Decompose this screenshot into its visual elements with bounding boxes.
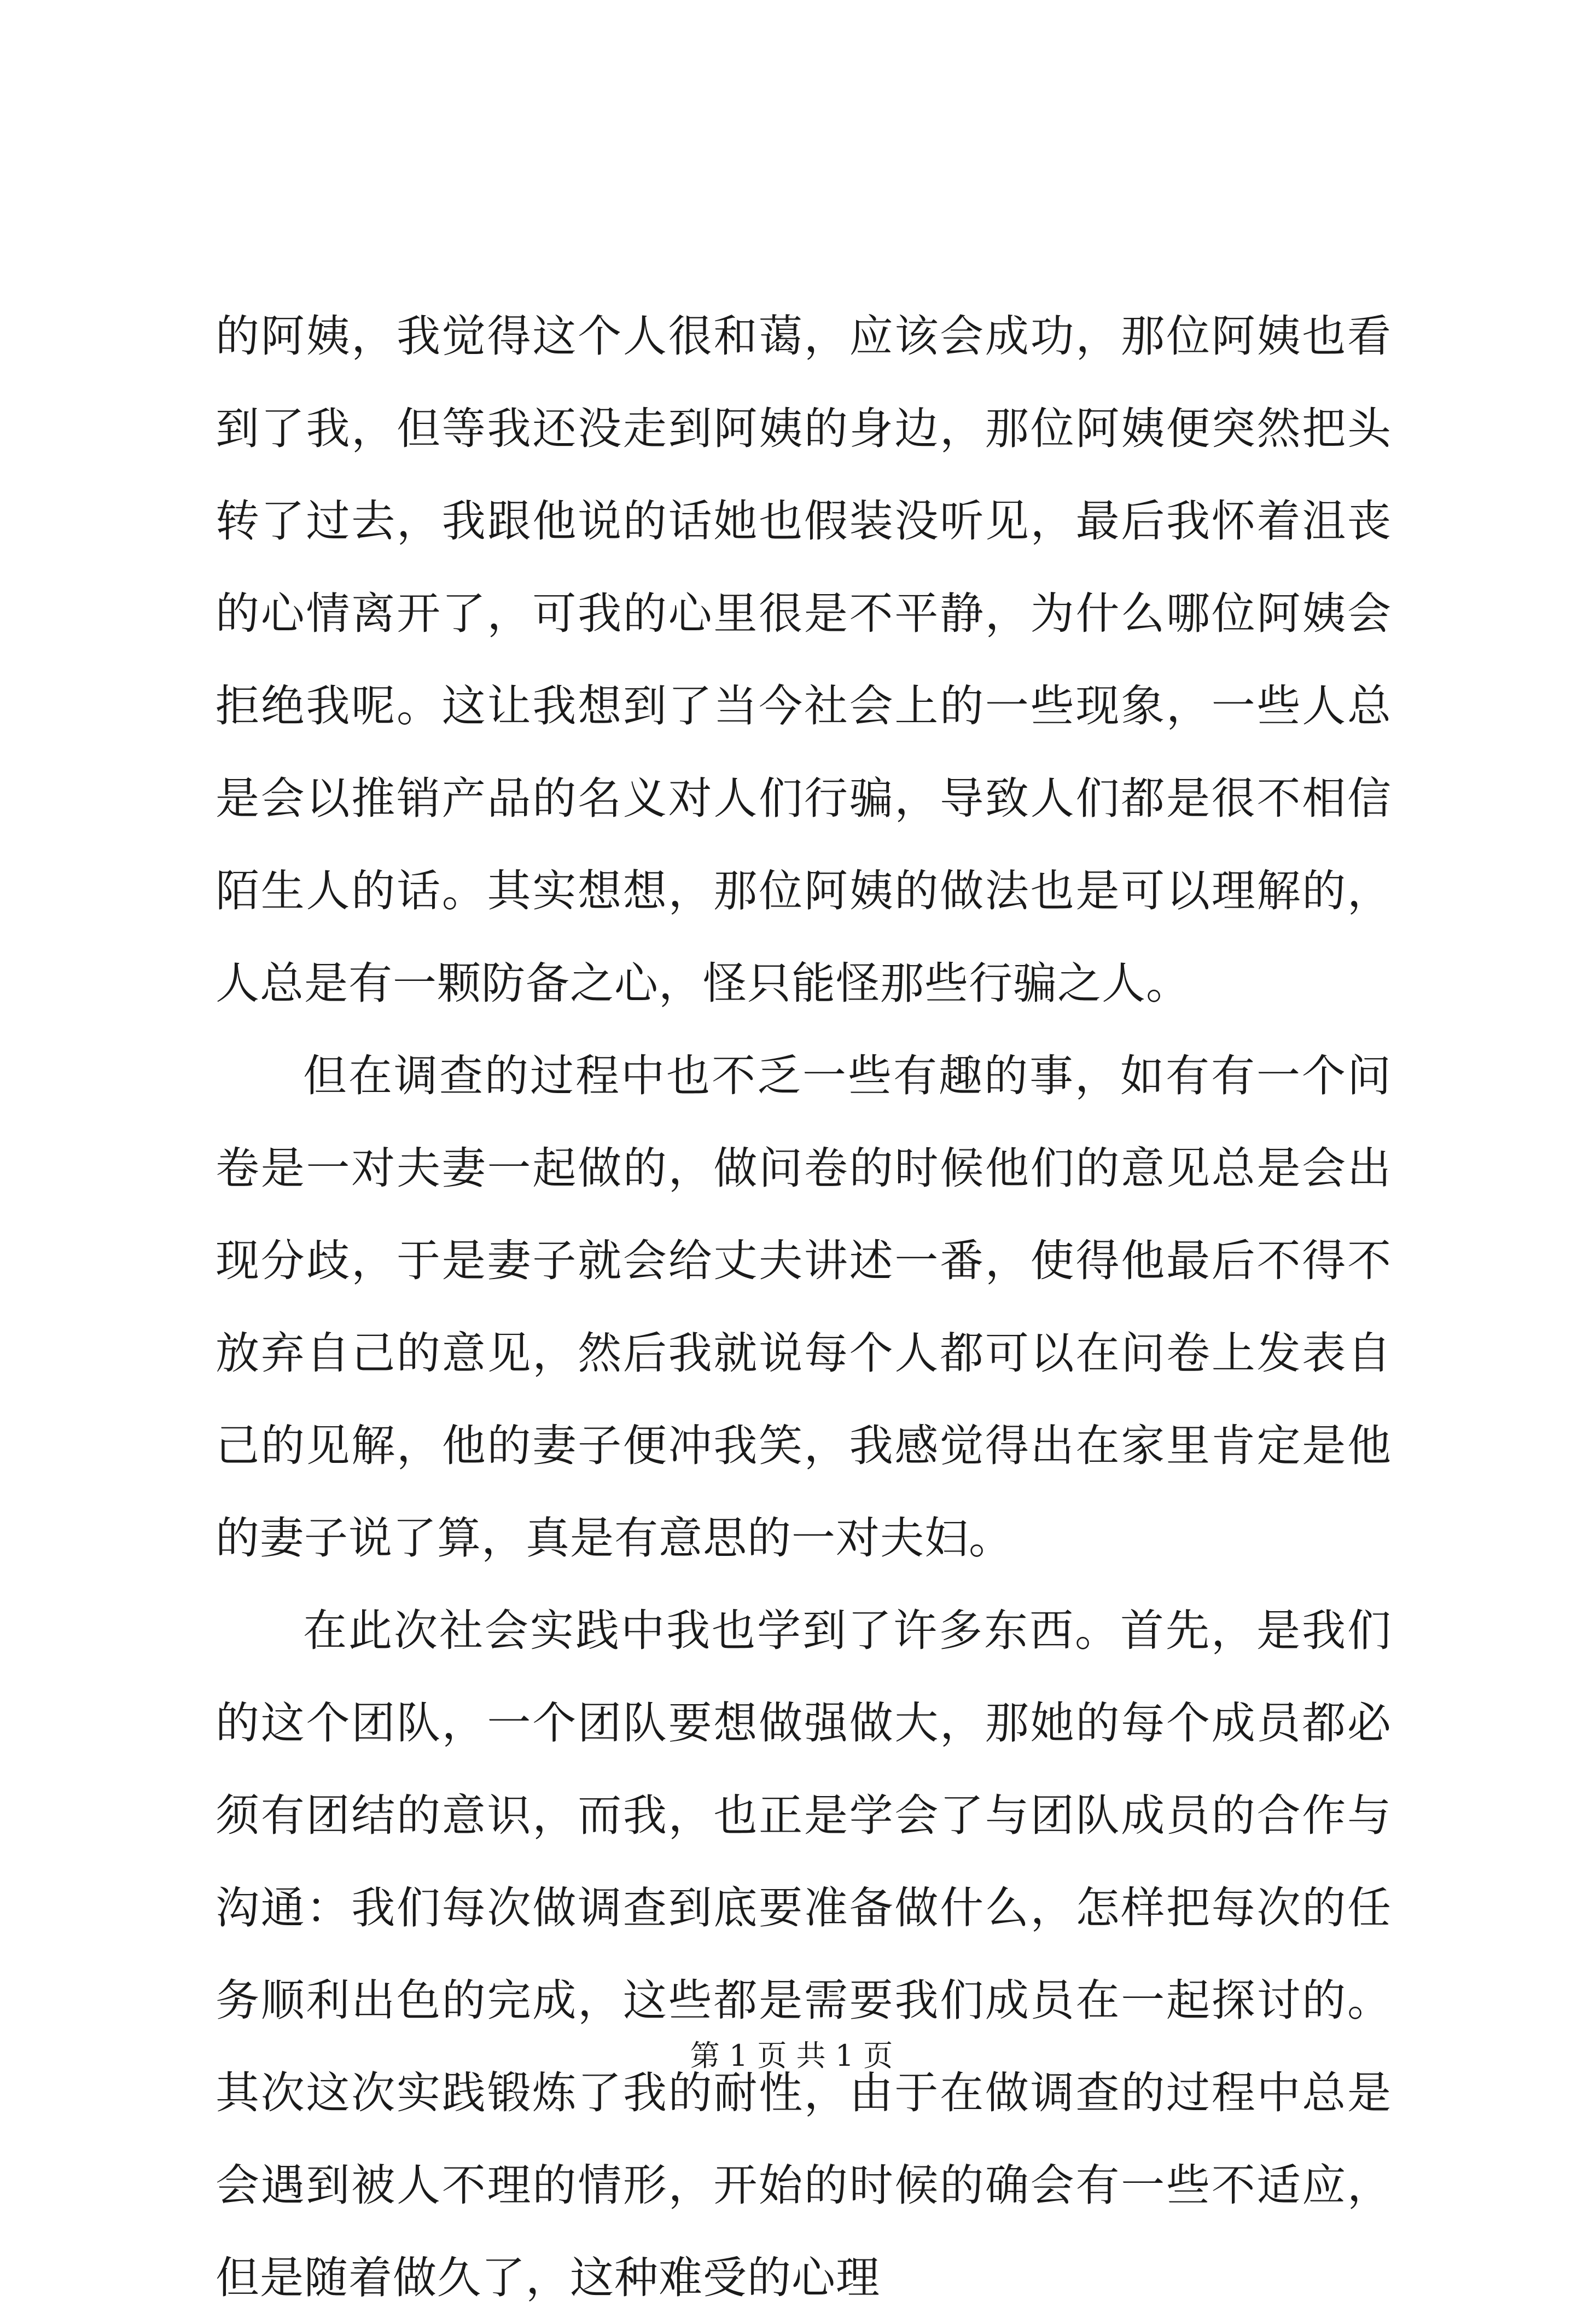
paragraph-1: 的阿姨，我觉得这个人很和蔼，应该会成功，那位阿姨也看到了我，但等我还没走到阿姨的身边，那位阿姨便突然把头转了过去，我跟他说的话她也假装没听见，最后我怀着沮丧的心情离开了，可我的心里很是不平静，为什么哪位阿姨会拒绝我呢。这让我想到了当今社会上的一些现象，一些人总是会以推销产品的名义对人们行骗，导致人们都是很不相信陌生人的话。其实想想，那位阿姨的做法也是可以理解的，人总是有一颗防备之心，怪只能怪那些行骗之人。 xyxy=(216,311,1392,1009)
page-footer: 第 1 页 共 1 页 xyxy=(690,2038,893,2073)
paragraph-3: 在此次社会实践中我也学到了许多东西。首先，是我们的这个团队，一个团队要想做强做大，那她的每个成员都必须有团结的意识，而我，也正是学会了与团队成员的合作与沟通：我们每次做调查到底要准备做什么，怎样把每次的任务顺利出色的完成，这些都是需要我们成员在一起探讨的。其次这次实践锻炼了我的耐性，由于在做调查的过程中总是会遇到被人不理的情形，开始的时候的确会有一些不适应，但是随着做久了，这种难受的心理 xyxy=(216,1605,1392,2303)
document-body xyxy=(216,290,1392,2324)
paragraph-2: 但在调查的过程中也不乏一些有趣的事，如有有一个问卷是一对夫妻一起做的，做问卷的时候他们的意见总是会出现分歧，于是妻子就会给丈夫讲述一番，使得他最后不得不放弃自己的意见，然后我就说每个人都可以在问卷上发表自己的见解，他的妻子便冲我笑，我感觉得出在家里肯定是他的妻子说了算，真是有意思的一对夫妇。 xyxy=(216,1050,1392,1564)
